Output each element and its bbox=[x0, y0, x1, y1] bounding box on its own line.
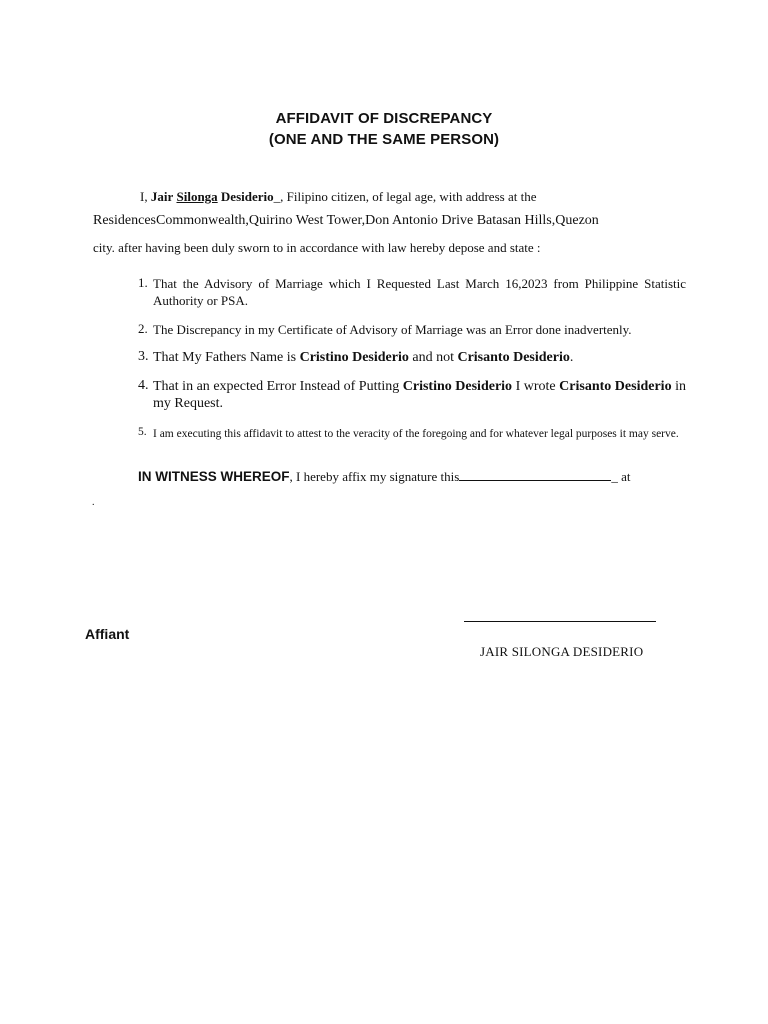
father-correct-name: Cristino Desiderio bbox=[402, 379, 513, 394]
item-number: 2. bbox=[138, 321, 148, 336]
witness-clause bbox=[138, 469, 678, 485]
affiant-label: Affiant bbox=[85, 626, 130, 642]
intro-closing-line: city. after having been duly sworn to in accordance with law hereby depose and state : bbox=[93, 240, 541, 255]
item-text: I am executing this affidavit to attest to the veracity of the foregoing and for whatever legal purposes it may serve. bbox=[153, 428, 679, 440]
item-text bbox=[153, 378, 686, 412]
item-number: 5. bbox=[138, 426, 147, 438]
item-text-part: and not bbox=[408, 350, 458, 365]
list-item bbox=[138, 426, 686, 443]
document-title: AFFIDAVIT OF DISCREPANCY bbox=[275, 110, 493, 127]
item-text-part: That My Fathers Name is bbox=[153, 350, 300, 365]
document-subtitle: (ONE AND THE SAME PERSON) bbox=[268, 131, 500, 148]
intro-after-name: _, Filipino citizen, of legal age, with address at the bbox=[273, 189, 537, 204]
father-wrong-name: Crisanto Desiderio bbox=[559, 379, 672, 394]
stray-mark: . bbox=[92, 497, 95, 508]
item-text: The Discrepancy in my Certificate of Advisory of Marriage was an Error done inadvertenly. bbox=[153, 322, 632, 337]
item-text-part: That in an expected Error Instead of Putting bbox=[153, 379, 403, 394]
item-text-part: I wrote bbox=[512, 379, 560, 394]
signature-line bbox=[464, 621, 656, 622]
intro-prefix: I, bbox=[140, 189, 151, 204]
intro-line-1 bbox=[140, 188, 670, 206]
father-wrong-name: Crisanto Desiderio bbox=[457, 350, 570, 365]
affiant-last-name: Desiderio bbox=[220, 189, 274, 204]
affiant-middle-name: Silonga bbox=[176, 189, 218, 204]
item-number: 4. bbox=[138, 378, 149, 393]
item-text-part: . bbox=[569, 350, 574, 365]
signatory-name: JAIR SILONGA DESIDERIO bbox=[480, 644, 644, 659]
item-text-part: in my Request. bbox=[153, 379, 686, 411]
item-number: 1. bbox=[138, 275, 148, 290]
list-item bbox=[138, 378, 686, 412]
list-item bbox=[138, 349, 686, 366]
list-item bbox=[138, 275, 686, 309]
date-blank-line bbox=[459, 469, 611, 481]
item-number: 3. bbox=[138, 349, 149, 364]
affiant-first-name: Jair bbox=[150, 189, 174, 204]
father-correct-name: Cristino Desiderio bbox=[299, 350, 409, 365]
witness-lead: IN WITNESS WHEREOF bbox=[138, 469, 290, 484]
item-text: That the Advisory of Marriage which I Requested Last March 16,2023 from Philippine Statistic Authority or PSA. bbox=[153, 276, 686, 308]
witness-after-blank: _ at bbox=[611, 469, 631, 484]
item-text bbox=[153, 349, 686, 366]
intro-address-line: ResidencesCommonwealth,Quirino West Tower,Don Antonio Drive Batasan Hills,Quezon bbox=[93, 213, 599, 228]
list-item bbox=[138, 321, 686, 338]
witness-text: , I hereby affix my signature this bbox=[289, 469, 460, 484]
